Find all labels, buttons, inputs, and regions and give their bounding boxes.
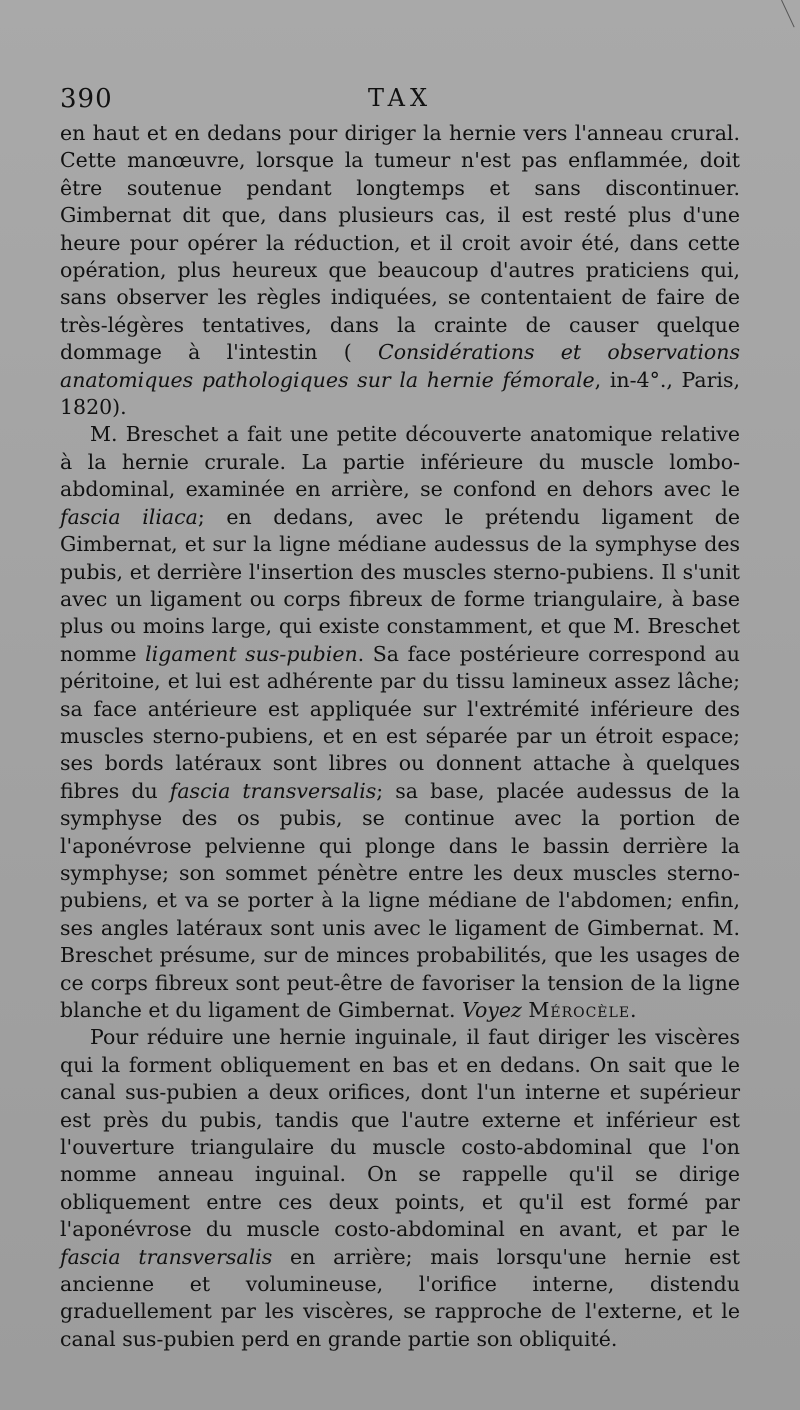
italic-text: ligament sus-pubien (145, 641, 358, 666)
text-run: . Sa face postérieure correspond au péritoine, et lui est adhérente par du tissu lamineux assez lâche; sa face antérieure est appliquée sur l'extrémité inférieure des muscles sterno-pubiens, et en est séparée par un étroit espace; ses bords latéraux sont libres ou donnent attache à quelques fibres du (60, 641, 740, 803)
italic-text: fascia transversalis (169, 778, 377, 803)
paragraph (60, 1024, 740, 1353)
italic-text: fascia transversalis (60, 1244, 273, 1269)
page-number: 390 (60, 84, 113, 114)
italic-text: Considérations et observations anatomiques pathologiques sur la hernie fémorale (60, 340, 740, 392)
text-run: Pour réduire une hernie inguinale, il faut diriger les viscères qui la forment obliquement en bas et en dedans. On sait que le canal sus-pubien a deux orifices, dont l'un interne et supérieur est près du pubis, tandis que l'autre externe et inférieur est l'ouverture triangulaire du muscle costo-abdominal que l'on nomme anneau inguinal. On se rappelle qu'il se dirige obliquement entre ces deux points, et qu'il est formé par l'aponévrose du muscle costo-abdominal en avant, et par le (60, 1025, 740, 1242)
page-header (60, 84, 740, 118)
italic-text: Voyez (462, 998, 522, 1022)
smallcaps-text: Mérocèle (528, 998, 631, 1022)
text-run: ; sa base, placée audessus de la symphyse des os pubis, se continue avec la portion de l'aponévrose pelvienne qui plonge dans le bassin derrière la symphyse; son sommet pénètre entre les deux muscles sterno-pubiens, et va se porter à la ligne médiane de l'abdomen; enfin, ses angles latéraux sont unis avec le ligament de Gimbernat. M. Breschet présume, sur de minces probabilités, que les usages de ce corps fibreux sont peut-être de favoriser la tension de la ligne blanche et du ligament de Gimbernat. (60, 778, 741, 1022)
text-run: . (630, 998, 637, 1022)
body-text (60, 120, 740, 1353)
paragraph (60, 120, 740, 421)
italic-text: fascia iliaca (60, 504, 198, 529)
text-run: M. Breschet a fait une petite découverte anatomique relative à la hernie crurale. La partie inférieure du muscle lombo-abdominal, examinée en arrière, se confond en dehors avec le (60, 422, 740, 502)
text-run: en haut et en dedans pour diriger la hernie vers l'anneau crural. Cette manœuvre, lorsque la tumeur n'est pas enflammée, doit être soutenue pendant longtemps et sans discontinuer. Gimbernat dit que, dans plusieurs cas, il est resté plus d'une heure pour opérer la réduction, et il croit avoir été, dans cette opération, plus heureux que beaucoup d'autres praticiens qui, sans observer les règles indiquées, se contentaient de faire de très-légères tentatives, dans la crainte de causer quelque dommage à l'intestin ( (60, 121, 740, 365)
text-run: ; en dedans, avec le prétendu ligament de Gimbernat, et sur la ligne médiane audessus de la symphyse des pubis, et derrière l'insertion des muscles sterno-pubiens. Il s'unit avec un ligament ou corps fibreux de forme triangulaire, à base plus ou moins large, qui existe constamment, et que M. Breschet nomme (60, 504, 740, 666)
text-run: en arrière; mais lorsqu'une hernie est ancienne et volumineuse, l'orifice interne, distendu graduellement par les viscères, se rapproche de l'externe, et le canal sus-pubien perd en grande partie son obliquité. (60, 1244, 740, 1351)
page-edge-mark (781, 0, 795, 27)
running-head: TAX (367, 84, 433, 112)
paragraph (60, 421, 740, 1024)
text-run: , in-4°., Paris, 1820). (60, 367, 740, 420)
